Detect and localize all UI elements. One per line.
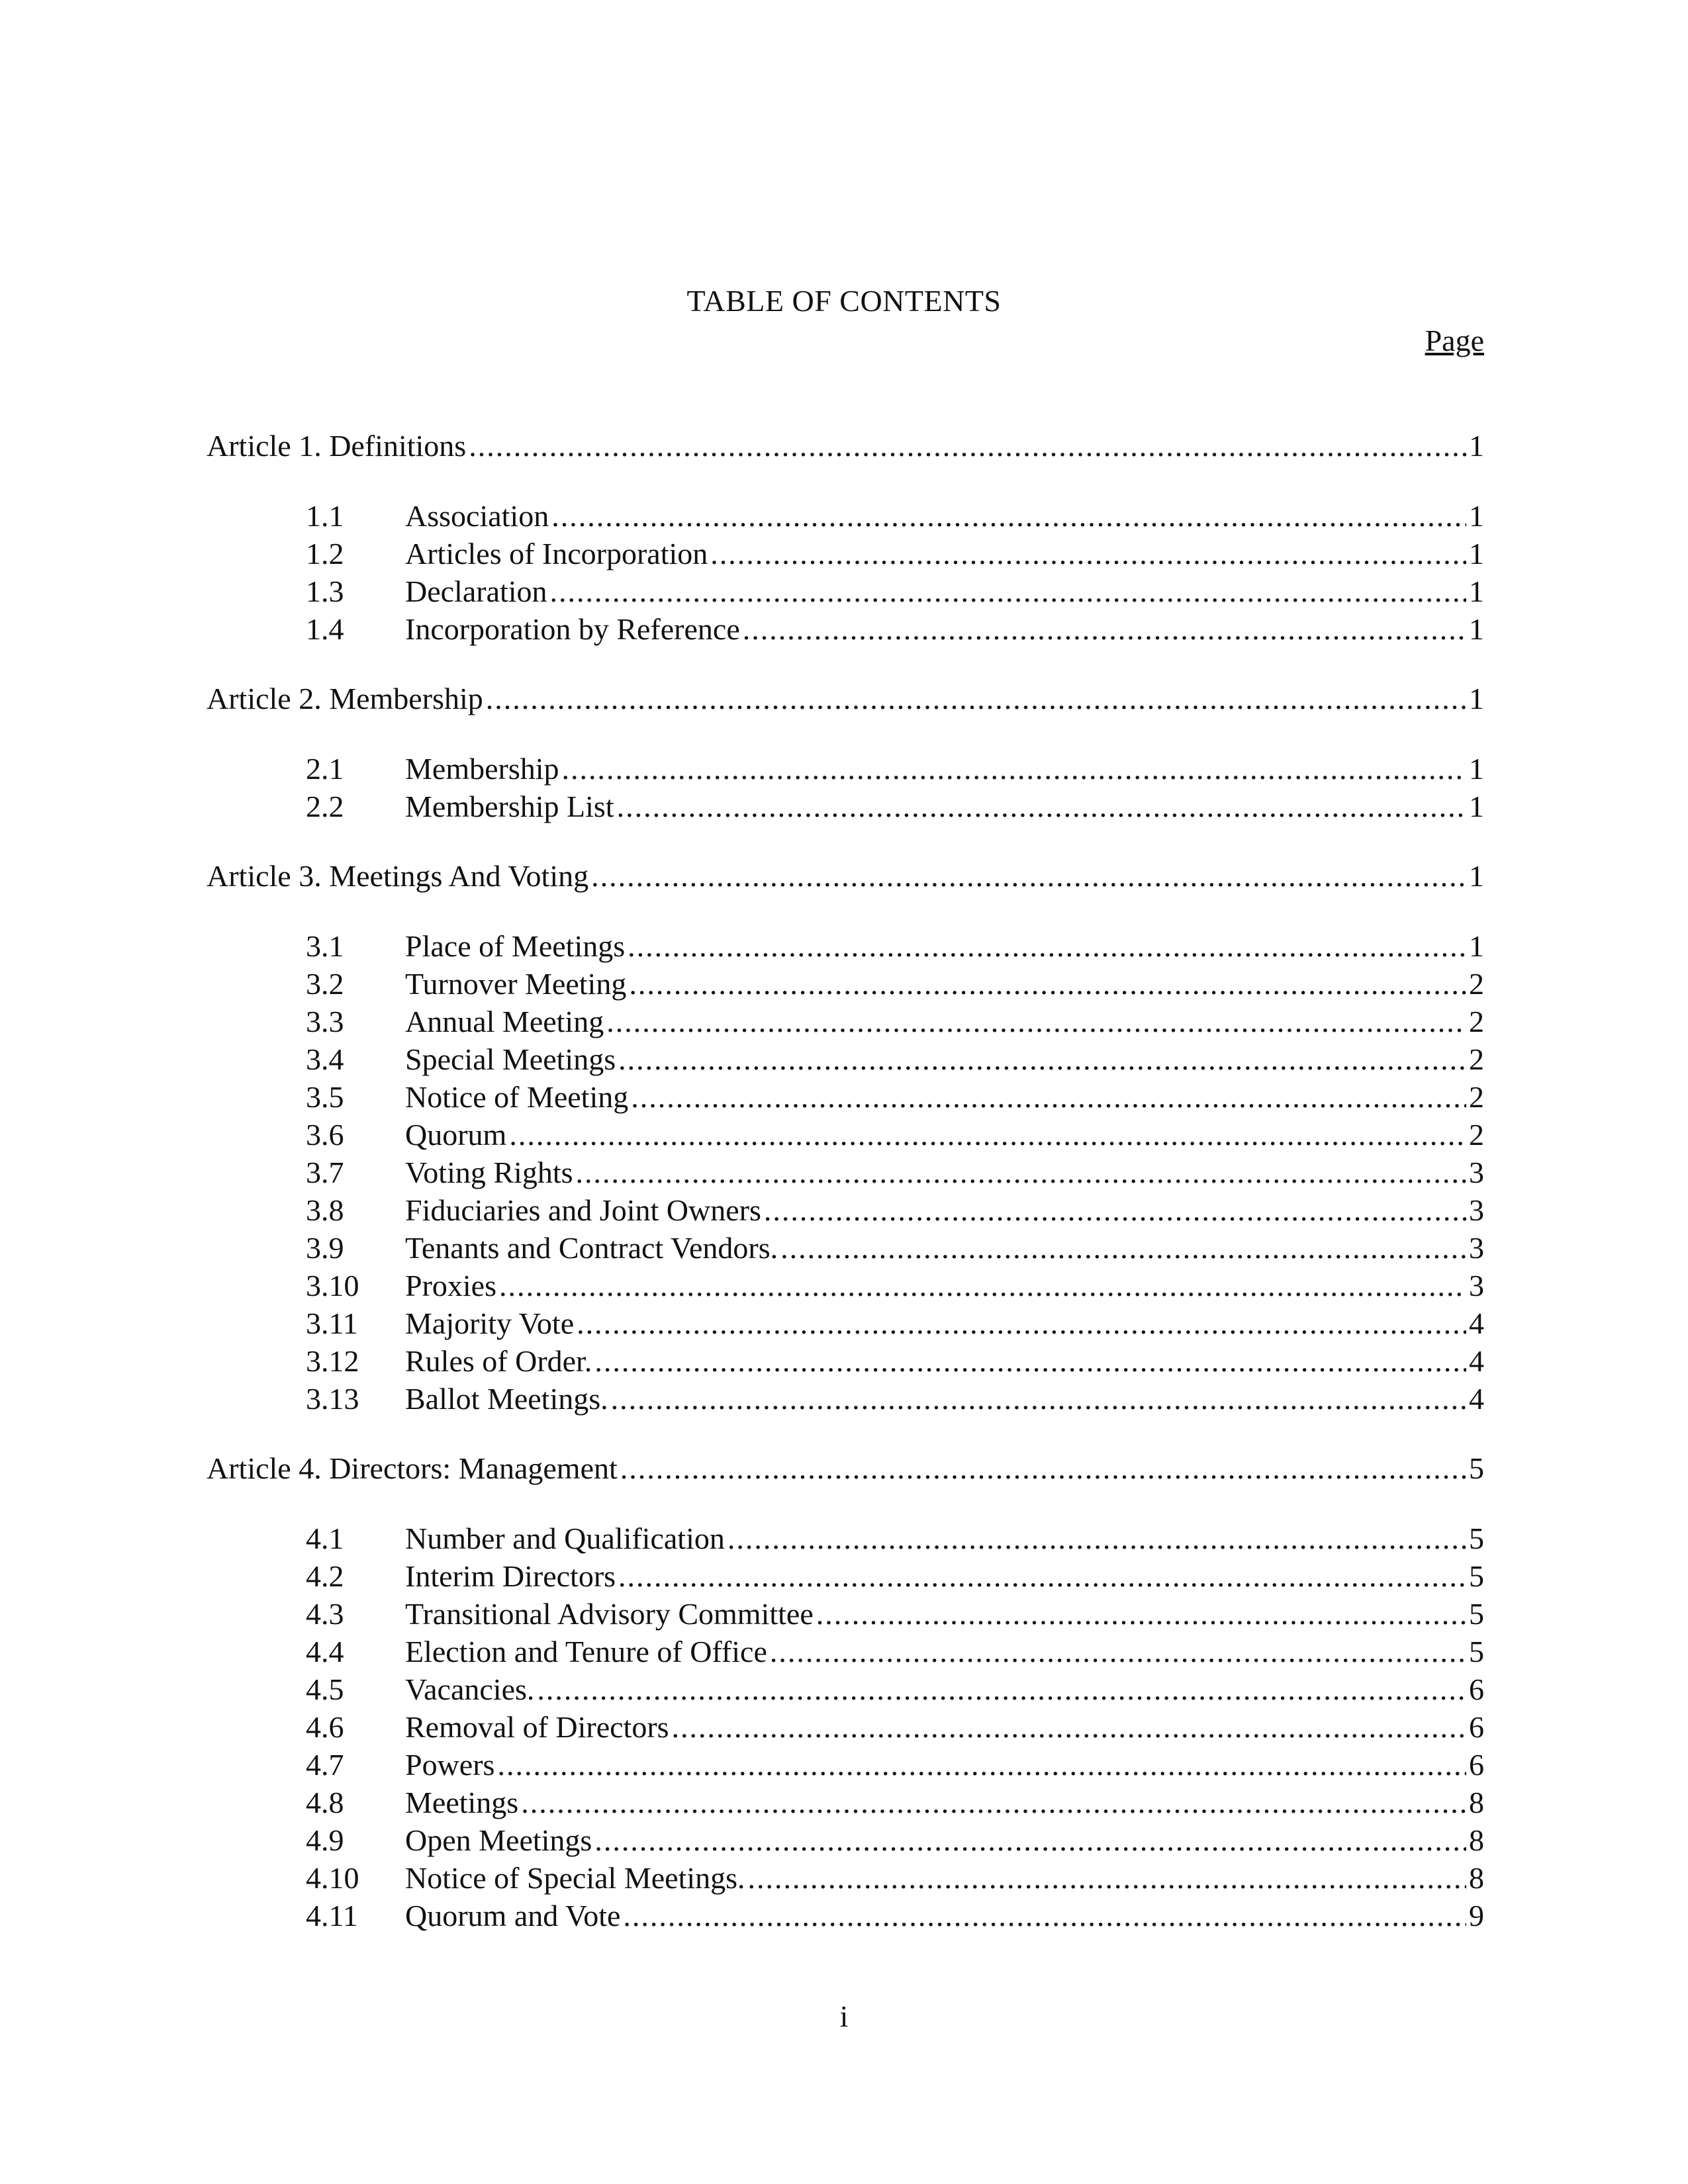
section-page-number: 9	[1469, 1899, 1484, 1933]
section-title: Incorporation by Reference	[405, 612, 740, 646]
section-number: 3.11	[306, 1306, 358, 1340]
section-number: 4.11	[306, 1899, 358, 1933]
section-title: Articles of Incorporation	[405, 537, 708, 570]
section-title: Quorum and Vote	[405, 1899, 621, 1933]
section-number: 3.8	[306, 1193, 344, 1227]
section-page-number: 3	[1469, 1269, 1484, 1302]
section-number: 4.7	[306, 1748, 344, 1782]
section-title: Turnover Meeting	[405, 967, 627, 1001]
section-number: 3.10	[306, 1269, 359, 1302]
section-number: 3.13	[306, 1382, 359, 1416]
toc-section-row[interactable]	[207, 750, 1484, 788]
section-number: 1.4	[306, 612, 344, 646]
section-number: 3.5	[306, 1080, 344, 1114]
toc-section-row[interactable]	[207, 1897, 1484, 1934]
section-title: Fiduciaries and Joint Owners	[405, 1193, 761, 1227]
dot-leader	[629, 965, 1466, 1003]
section-number: 1.2	[306, 537, 344, 570]
section-page-number: 1	[1469, 537, 1484, 570]
section-title: Tenants and Contract Vendors.	[405, 1231, 778, 1265]
section-page-number: 4	[1469, 1306, 1484, 1340]
section-page-number: 1	[1469, 574, 1484, 608]
section-page-number: 8	[1469, 1861, 1484, 1895]
section-list	[207, 497, 1484, 648]
toc-section-row[interactable]	[207, 610, 1484, 648]
section-title: Annual Meeting	[405, 1005, 604, 1038]
section-title: Quorum	[405, 1118, 507, 1152]
section-number: 3.4	[306, 1042, 344, 1076]
toc-section-row[interactable]	[207, 965, 1484, 1003]
toc-section-row[interactable]	[207, 497, 1484, 535]
section-title: Removal of Directors	[405, 1710, 669, 1744]
dot-leader	[631, 1078, 1466, 1116]
section-page-number: 1	[1469, 752, 1484, 786]
toc-section-row[interactable]	[207, 788, 1484, 825]
section-page-number: 6	[1469, 1748, 1484, 1782]
dot-leader	[628, 927, 1466, 965]
dot-leader	[594, 1821, 1466, 1859]
toc-section-row[interactable]	[207, 572, 1484, 610]
section-number: 4.3	[306, 1597, 344, 1631]
dot-leader	[594, 1342, 1466, 1380]
article-title: Article 4. Directors: Management	[207, 1451, 618, 1485]
dot-leader	[727, 1520, 1466, 1557]
toc-section-row[interactable]	[207, 1821, 1484, 1859]
toc-article-row[interactable]	[207, 680, 1484, 718]
toc-section-row[interactable]	[207, 1154, 1484, 1191]
toc-section-row[interactable]	[207, 1670, 1484, 1708]
dot-leader	[509, 1116, 1466, 1154]
section-number: 4.5	[306, 1672, 344, 1706]
section-page-number: 2	[1469, 1005, 1484, 1038]
section-page-number: 6	[1469, 1672, 1484, 1706]
article-title: Article 3. Meetings And Voting	[207, 859, 589, 893]
toc-section-row[interactable]	[207, 1557, 1484, 1595]
dot-leader	[591, 857, 1466, 895]
toc-section-row[interactable]	[207, 1595, 1484, 1633]
dot-leader	[611, 1380, 1466, 1418]
toc-section-row[interactable]	[207, 1633, 1484, 1670]
section-page-number: 2	[1469, 967, 1484, 1001]
footer-page-number: i	[839, 1999, 849, 2033]
section-title: Membership List	[405, 790, 614, 823]
section-page-number: 2	[1469, 1042, 1484, 1076]
section-page-number: 3	[1469, 1231, 1484, 1265]
section-page-number: 2	[1469, 1080, 1484, 1114]
toc-section-row[interactable]	[207, 927, 1484, 965]
section-title: Vacancies.	[405, 1672, 535, 1706]
section-number: 4.4	[306, 1635, 344, 1668]
toc-article-row[interactable]	[207, 857, 1484, 895]
section-title: Majority Vote	[405, 1306, 575, 1340]
dot-leader	[617, 788, 1466, 825]
section-title: Ballot Meetings.	[405, 1382, 608, 1416]
section-number: 4.6	[306, 1710, 344, 1744]
dot-leader	[550, 572, 1466, 610]
dot-leader	[537, 1670, 1466, 1708]
section-page-number: 5	[1469, 1597, 1484, 1631]
section-title: Open Meetings	[405, 1823, 592, 1857]
toc-article-row[interactable]	[207, 1449, 1484, 1488]
toc-section-row[interactable]	[207, 1859, 1484, 1897]
section-number: 3.6	[306, 1118, 344, 1152]
toc-section-row[interactable]	[207, 1078, 1484, 1116]
dot-leader	[710, 535, 1466, 572]
section-number: 3.9	[306, 1231, 344, 1265]
dot-leader	[623, 1897, 1466, 1934]
toc-section-row[interactable]	[207, 1380, 1484, 1418]
section-number: 4.1	[306, 1522, 344, 1555]
toc-section-row[interactable]	[207, 1267, 1484, 1304]
toc-article-row[interactable]	[207, 427, 1484, 465]
toc-section-row[interactable]	[207, 1304, 1484, 1342]
article-page-number: 1	[1469, 682, 1484, 715]
dot-leader	[618, 1040, 1466, 1078]
section-title: Place of Meetings	[405, 929, 626, 963]
dot-leader	[497, 1746, 1466, 1784]
section-list	[207, 927, 1484, 1418]
section-number: 1.1	[306, 499, 344, 533]
section-number: 4.10	[306, 1861, 359, 1895]
section-number: 3.12	[306, 1344, 359, 1378]
section-title: Declaration	[405, 574, 547, 608]
dot-leader	[606, 1003, 1466, 1040]
dot-leader	[469, 427, 1466, 465]
section-number: 3.3	[306, 1005, 344, 1038]
section-title: Rules of Order.	[405, 1344, 592, 1378]
dot-leader	[743, 610, 1466, 648]
section-page-number: 5	[1469, 1522, 1484, 1555]
article-title: Article 1. Definitions	[207, 429, 467, 463]
table-of-contents	[207, 427, 1484, 1966]
section-list	[207, 750, 1484, 825]
section-page-number: 8	[1469, 1786, 1484, 1819]
dot-leader	[672, 1708, 1466, 1746]
toc-section-row[interactable]	[207, 1229, 1484, 1267]
toc-section-row[interactable]	[207, 1003, 1484, 1040]
toc-section-row[interactable]	[207, 1784, 1484, 1821]
section-title: Special Meetings	[405, 1042, 616, 1076]
page-column-header: Page	[1425, 324, 1484, 357]
dot-leader	[521, 1784, 1466, 1821]
section-number: 3.7	[306, 1156, 344, 1189]
section-title: Proxies	[405, 1269, 496, 1302]
dot-leader	[618, 1557, 1466, 1595]
dot-leader	[620, 1449, 1466, 1488]
article-title: Article 2. Membership	[207, 682, 483, 715]
section-number: 3.1	[306, 929, 344, 963]
section-title: Election and Tenure of Office	[405, 1635, 767, 1668]
section-number: 4.8	[306, 1786, 344, 1819]
section-page-number: 1	[1469, 790, 1484, 823]
section-page-number: 5	[1469, 1559, 1484, 1593]
dot-leader	[576, 1154, 1467, 1191]
toc-section-row[interactable]	[207, 1746, 1484, 1784]
section-title: Powers	[405, 1748, 495, 1782]
dot-leader	[562, 750, 1466, 788]
section-page-number: 4	[1469, 1344, 1484, 1378]
section-page-number: 6	[1469, 1710, 1484, 1744]
section-title: Membership	[405, 752, 559, 786]
section-title: Notice of Special Meetings.	[405, 1861, 745, 1895]
section-page-number: 1	[1469, 612, 1484, 646]
section-number: 2.1	[306, 752, 344, 786]
section-title: Association	[405, 499, 549, 533]
article-page-number: 5	[1469, 1451, 1484, 1485]
dot-leader	[764, 1191, 1466, 1229]
toc-section-row[interactable]	[207, 1116, 1484, 1154]
dot-leader	[748, 1859, 1466, 1897]
section-page-number: 3	[1469, 1193, 1484, 1227]
dot-leader	[770, 1633, 1466, 1670]
toc-section-row[interactable]	[207, 1520, 1484, 1557]
section-title: Interim Directors	[405, 1559, 616, 1593]
section-number: 4.9	[306, 1823, 344, 1857]
dot-leader	[577, 1304, 1466, 1342]
toc-section-row[interactable]	[207, 1040, 1484, 1078]
dot-leader	[780, 1229, 1466, 1267]
section-page-number: 1	[1469, 499, 1484, 533]
section-page-number: 5	[1469, 1635, 1484, 1668]
document-title: TABLE OF CONTENTS	[686, 284, 1002, 318]
section-title: Number and Qualification	[405, 1522, 725, 1555]
dot-leader	[486, 680, 1466, 718]
toc-section-row[interactable]	[207, 1342, 1484, 1380]
section-number: 2.2	[306, 790, 344, 823]
section-title: Voting Rights	[405, 1156, 573, 1189]
section-title: Transitional Advisory Committee	[405, 1597, 814, 1631]
toc-section-row[interactable]	[207, 1708, 1484, 1746]
section-title: Meetings	[405, 1786, 519, 1819]
toc-section-row[interactable]	[207, 535, 1484, 572]
section-number: 1.3	[306, 574, 344, 608]
dot-leader	[499, 1267, 1466, 1304]
dot-leader	[816, 1595, 1466, 1633]
article-page-number: 1	[1469, 859, 1484, 893]
article-page-number: 1	[1469, 429, 1484, 463]
section-page-number: 1	[1469, 929, 1484, 963]
section-page-number: 4	[1469, 1382, 1484, 1416]
section-number: 4.2	[306, 1559, 344, 1593]
section-page-number: 8	[1469, 1823, 1484, 1857]
toc-section-row[interactable]	[207, 1191, 1484, 1229]
dot-leader	[551, 497, 1466, 535]
section-page-number: 3	[1469, 1156, 1484, 1189]
section-page-number: 2	[1469, 1118, 1484, 1152]
section-number: 3.2	[306, 967, 344, 1001]
section-title: Notice of Meeting	[405, 1080, 629, 1114]
section-list	[207, 1520, 1484, 1934]
